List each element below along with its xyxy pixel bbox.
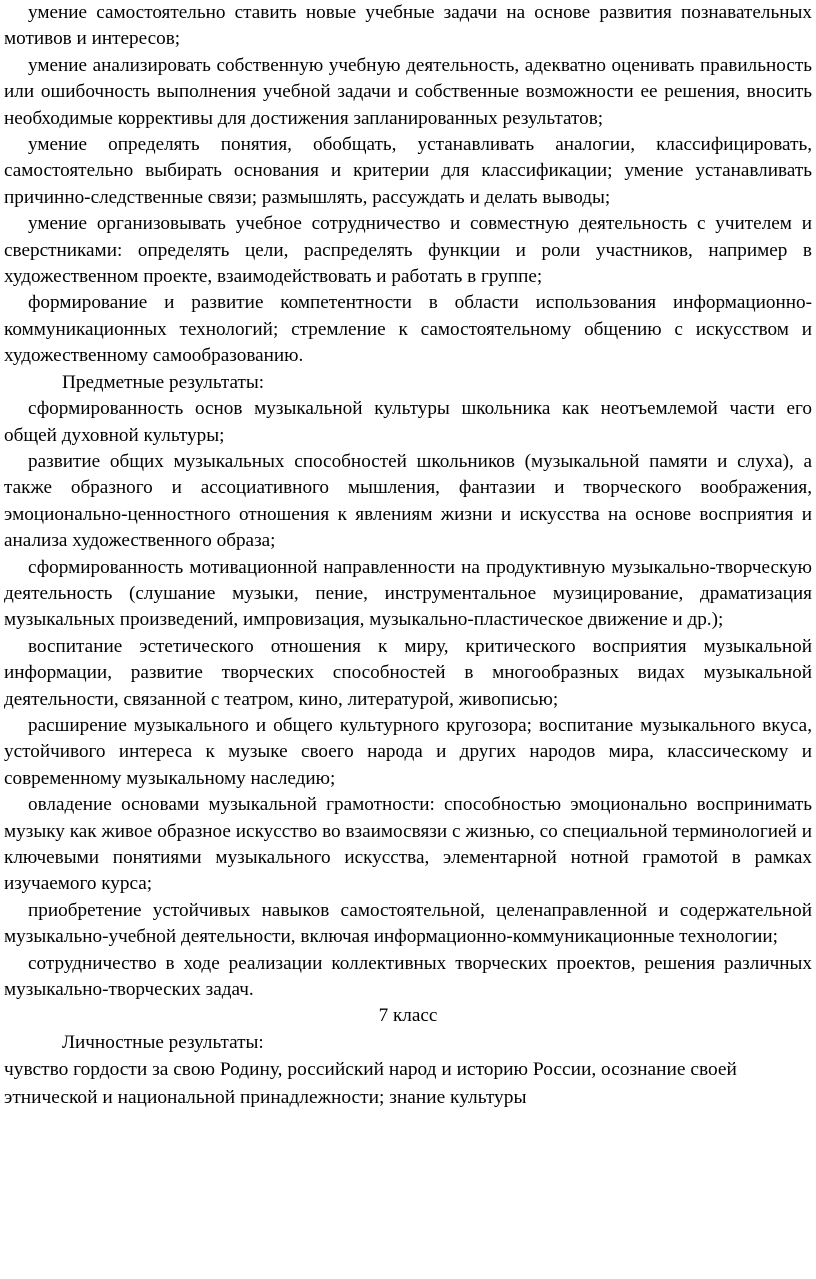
list-item: приобретение устойчивых навыков самостоятельной, целенаправленной и содержательной музыкально-учебной деятельности, включая информационно-коммуникационные технологии; xyxy=(4,899,812,948)
list-item: умение анализировать собственную учебную деятельность, адекватно оценивать правильность или ошибочность выполнения учебной задачи и собственные возможности ее решения, вносить необходимые коррективы для достижения запланированных результатов; xyxy=(4,54,812,129)
grade-heading: 7 класс xyxy=(378,1005,438,1027)
list-item: формирование и развитие компетентности в области использования информационно-коммуникационных технологий; стремление к самостоятельному общению с искусством и художественному самообразованию. xyxy=(4,292,812,367)
final-paragraph: чувство гордости за свою Родину, российский народ и историю России, осознание своей этнической и национальной принадлежности; знание культуры xyxy=(4,1059,737,1108)
section-heading-subject-results: Предметные результаты: xyxy=(62,371,265,393)
list-item: воспитание эстетического отношения к миру, критического восприятия музыкальной информации, развитие творческих способностей в многообразных видах музыкальной деятельности, связанной с театром, кино, литературой, живописью; xyxy=(4,635,812,710)
list-item: овладение основами музыкальной грамотности: способностью эмоционально воспринимать музыку как живое образное искусство во взаимосвязи с жизнью, со специальной терминологией и ключевыми понятиями музыкального искусства, элементарной нотной грамотой в рамках изучаемого курса; xyxy=(4,794,812,895)
list-item: сформированность мотивационной направленности на продуктивную музыкально-творческую деятельность (слушание музыки, пение, инструментальное музицирование, драматизация музыкальных произведений, импровизация, музыкально-пластическое движение и др.); xyxy=(4,556,812,631)
list-item: умение определять понятия, обобщать, устанавливать аналогии, классифицировать, самостоятельно выбирать основания и критерии для классификации; умение устанавливать причинно-следственные связи; размышлять, рассуждать и делать выводы; xyxy=(4,134,812,208)
list-item: умение самостоятельно ставить новые учебные задачи на основе развития познавательных мотивов и интересов; xyxy=(4,2,812,50)
list-item: сотрудничество в ходе реализации коллективных творческих проектов, решения различных музыкально-творческих задач. xyxy=(4,952,812,1001)
list-item: развитие общих музыкальных способностей школьников (музыкальной памяти и слуха), а также образного и ассоциативного мышления, фантазии и творческого воображения, эмоционально-ценностного отношения к явлениям жизни и искусства на основе восприятия и анализа художественного образа; xyxy=(4,450,812,552)
list-item: умение организовывать учебное сотрудничество и совместную деятельность с учителем и сверстниками: определять цели, распределять функции и роли участников, например в художественном проекте, взаимодействовать и работать в группе; xyxy=(4,213,812,288)
list-item: сформированность основ музыкальной культуры школьника как неотъемлемой части его общей духовной культуры; xyxy=(4,398,812,446)
list-item: расширение музыкального и общего культурного кругозора; воспитание музыкального вкуса, устойчивого интереса к музыке своего народа и других народов мира, классическому и современному музыкальному наследию; xyxy=(4,714,812,789)
section-heading-personal-results: Личностные результаты: xyxy=(62,1031,264,1053)
document-page xyxy=(4,0,812,1111)
